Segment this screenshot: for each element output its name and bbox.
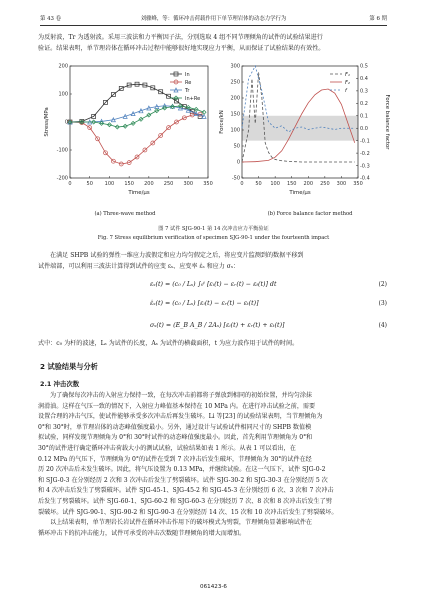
header-volume: 第 43 卷 (40, 16, 62, 22)
intro-line: 验证。结果表明，单节理岩体在循环冲击过程中能够很好地实现应力平衡，从而保证了试验结果的有效性。 (38, 44, 325, 52)
y2-tick-label: 0.2 (360, 101, 368, 108)
y2-tick-label: -0.2 (360, 150, 370, 157)
y-tick-label: 200 (58, 63, 68, 70)
body-line: 历 20 次冲击后未发生破坏。因此，将气压设置为 0.13 MPa，并继续试验。在这一气压下，试件 SJG-0-2 (38, 466, 326, 474)
y-tick-label: -200 (56, 175, 68, 182)
legend-label: F₂ (345, 79, 350, 86)
x-tick-label: 200 (144, 181, 154, 187)
subcaption-a: (a) Three-wave method (94, 211, 156, 217)
y-axis-label: Stress/MPa (44, 107, 50, 137)
x-tick-label: 150 (124, 181, 134, 187)
figure-7 (40, 60, 390, 210)
body-line: 0.12 MPa 的气压下，节理倾角为 0°的试件在受到 7 次冲击后发生破坏，节理倾角为 30°的试件在经 (38, 455, 312, 463)
x-tick-label: 150 (286, 181, 297, 187)
body-line: 30°的试件进行确定循环冲击荷载大小的测试试验，试验结果如表 1 所示。从表 1 可以看出，在 (38, 444, 296, 452)
legend-label: Re (185, 79, 192, 86)
y-tick-label: -100 (56, 147, 68, 154)
legend-label: Tr (185, 87, 190, 94)
x-tick-label: 300 (336, 181, 347, 187)
header-rule (40, 25, 387, 26)
paragraph-after-figure (38, 251, 390, 272)
para-line: 试件端部，可以利用三波法计算得到试件的应变 εₛ、应变率 ε̇ₛ 和应力 σₛ： (38, 262, 240, 270)
y2-tick-label: -0.4 (360, 175, 370, 182)
x-tick-label: 200 (303, 181, 314, 187)
y-tick-label: 0 (236, 159, 240, 166)
x-tick-label: 100 (270, 181, 280, 187)
legend-label: f (345, 87, 347, 94)
y-tick-label: 200 (230, 95, 240, 102)
x-tick-label: 50 (255, 181, 262, 187)
body-line: 拟试验，同样发现节理倾角为 0°和 30°时试件的动态峰值强度最小。因此，首先利用节理倾角为 0°和 (38, 434, 313, 442)
body-line: 和 4 次冲击后发生了劈裂破坏。试件 SJG-45-1、SJG-45-2 和 SJG-45-3 在分别经历 6 次、3 次和 7 次冲击 (38, 487, 334, 495)
body-line: 裂破坏。试件 SJG-90-1、SJG-90-2 和 SJG-90-3 在分别经历 14 次、15 次和 10 次冲击后发生了劈裂破坏。 (38, 508, 338, 516)
y2-tick-label: 0.3 (360, 88, 368, 95)
y-tick-label: 150 (230, 111, 240, 118)
x-tick-label: 0 (68, 181, 72, 187)
equation-number: (3) (378, 300, 387, 307)
body-line: 后发生了劈裂破坏。试件 SJG-60-1、SJG-60-2 和 SJG-60-3 在分别经历 7 次、8 次和 8 次冲击后发生了劈 (38, 497, 332, 505)
y2-tick-label: 0.5 (360, 63, 368, 70)
page-number: 061423-6 (200, 584, 227, 590)
header-issue: 第 6 期 (369, 16, 387, 22)
body-line: 0°和 30°时，单节理岩体的动态峰值强度最小。另外，通过设计与试验试件相同尺寸的 SHPB 数值模 (38, 423, 312, 431)
body-line: 循环冲击下的抗冲击能力，试件可承受的冲击次数随节理倾角的增大而增加。 (38, 529, 246, 537)
chart-three-wave (40, 60, 215, 200)
body-line: 以上结果表明，单节理岩长岩试件在循环冲击作用下的破坏模式为劈裂，节理倾角显著影响试件在 (50, 519, 313, 527)
y-tick-label: 100 (230, 127, 240, 134)
subcaption-b: (b) Force balance factor method (267, 211, 353, 217)
figure-caption-en: Fig. 7 Stress equilibrium verification of specimen SJG-90-1 under the fourteenth impact (97, 235, 330, 241)
equation-number: (2) (378, 281, 387, 288)
header-title: 刘骤峰，等：循环冲击荷载作用下单节理岩体的动态力学行为 (140, 16, 287, 22)
y-tick-label: 100 (58, 91, 68, 98)
section-heading: 2 试验结果与分析 (40, 362, 98, 371)
figure-caption-cn: 图 7 试件 SJG-90-1 第 14 次冲击应力平衡验证 (158, 226, 269, 232)
legend-label: F₁ (345, 71, 350, 78)
y-tick-label: 50 (233, 143, 240, 150)
x-tick-label: 350 (203, 181, 213, 187)
x-tick-label: 350 (353, 181, 363, 187)
y-tick-label: 250 (230, 79, 240, 86)
y2-tick-label: 0.1 (360, 113, 368, 120)
legend-label: In (185, 71, 190, 78)
subsection-heading: 2.1 冲击次数 (40, 380, 80, 388)
y-tick-label: -50 (231, 175, 240, 182)
equation-strain-rate: ε̇ₛ(t) = (c₀ / Lₛ) [εᵢ(t) − εᵣ(t) − εₜ(t)] (150, 300, 259, 307)
x-tick-label: 250 (163, 181, 174, 187)
body-paragraph (38, 391, 390, 539)
para-line: 在满足 SHPB 试验的弹性一维应力波假定和应力均匀假定之后，将应变片监测到的数据平移到 (50, 252, 304, 259)
x-axis-label: Time/μs (289, 190, 311, 196)
chart-force-balance (218, 60, 393, 200)
equation-strain: εₛ(t) = (c₀ / Lₛ) ∫₀ᵗ [εᵢ(t) − εᵣ(t) − εₜ(t)] dt (150, 281, 277, 288)
y2-tick-label: -0.1 (360, 138, 370, 145)
y-axis-label: Force/kN (219, 110, 225, 134)
equation-number: (4) (378, 322, 387, 329)
intro-paragraph (38, 33, 390, 54)
legend-label: In+Re (185, 95, 201, 102)
intro-line: 为反射波，Tr 为透射波。采用三波法和力平衡因子法，分别选取 4 组不同节理倾角的试件的试验结果进行 (38, 34, 323, 41)
body-line: 为了确保每次冲击的入射应力保持一致，在每次冲击前都将子弹放到相同的初始位置，并均匀涂抹 (50, 392, 313, 399)
y-tick-label: 300 (230, 63, 240, 70)
x-tick-label: 250 (320, 181, 330, 187)
y2-tick-label: 0.4 (360, 76, 368, 83)
x-axis-label: Time/μs (128, 190, 150, 196)
equation-note: 式中：c₀ 为杆的波速，Lₛ 为试件的长度，Aₛ 为试件的横截面积，t 为应力波作用于试件的时间。 (38, 340, 299, 347)
equation-stress: σₛ(t) = (E_B A_B / 2Aₛ) [εᵢ(t) + εᵣ(t) + εₜ(t)] (150, 322, 285, 329)
body-line: 和 SJG-0-3 在分别经历 2 次和 3 次冲击后发生了劈裂破坏。试件 SJG-30-2 和 SJG-30-3 在分别经历 5 次 (38, 476, 328, 484)
y2-axis-label: Force balance factor (384, 94, 390, 150)
x-tick-label: 100 (104, 181, 115, 187)
x-tick-label: 300 (183, 181, 194, 187)
x-tick-label: 50 (86, 181, 93, 187)
y2-tick-label: 0.0 (360, 125, 368, 132)
x-tick-label: 0 (240, 181, 244, 187)
y2-tick-label: -0.3 (360, 163, 370, 170)
body-line: 设置合理的冲击气压，使试件能够承受多次冲击后再发生破坏。Li 等[23] 的试验结果表明，当节理倾角为 (38, 413, 323, 421)
body-line: 润滑油。这样在气压一致的情况下，入射应力峰值基本保持在 10 MPa 内。在进行冲击试验之前，需要 (38, 402, 316, 410)
y-tick-label: 0 (64, 119, 68, 126)
